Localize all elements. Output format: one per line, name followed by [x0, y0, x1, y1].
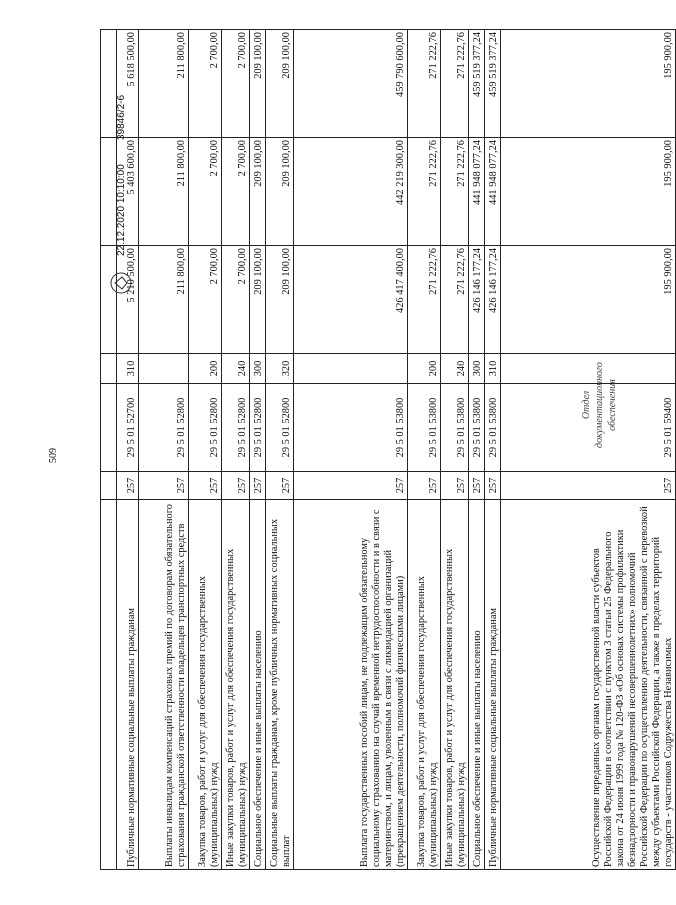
ministry-code-cell: 257	[485, 472, 501, 500]
amount-year2-cell: 195 900,00	[501, 138, 676, 246]
department-stamp	[580, 360, 624, 450]
row-name-cell: Выплаты инвалидам компенсаций страховых премий по договорам обязательного страхования гражданской ответственности владельцев транспортных средств	[139, 500, 189, 870]
amount-year1-cell: 5 210 500,00	[117, 246, 139, 354]
ministry-code-cell	[101, 472, 117, 500]
table-row	[469, 30, 485, 870]
table-row	[189, 30, 222, 870]
amount-year2-cell: 271 222,76	[441, 138, 469, 246]
expense-type-cell	[294, 354, 408, 384]
amount-year1-cell: 211 800,00	[139, 246, 189, 354]
ministry-code-cell: 257	[250, 472, 266, 500]
target-article-cell: 29 5 01 52800	[139, 384, 189, 472]
footer	[100, 0, 140, 300]
amount-year2-cell: 442 219 300,00	[294, 138, 408, 246]
amount-year2-cell: 2 700,00	[189, 138, 222, 246]
table-row	[222, 30, 250, 870]
amount-year3-cell: 211 800,00	[139, 30, 189, 138]
expense-type-cell	[101, 354, 117, 384]
page-number: 509	[48, 448, 59, 463]
row-name-cell: Закупка товаров, работ и услуг для обеспечения государственных (муниципальных) нужд	[408, 500, 441, 870]
table-row	[294, 30, 408, 870]
amount-year1-cell: 271 222,76	[441, 246, 469, 354]
row-name-cell: Иные закупки товаров, работ и услуг для обеспечения государственных (муниципальных) нужд	[222, 500, 250, 870]
ministry-code-cell: 257	[294, 472, 408, 500]
amount-year3-cell: 2 700,00	[222, 30, 250, 138]
emblem-icon	[108, 270, 134, 296]
amount-year3-cell: 459 790 600,00	[294, 30, 408, 138]
amount-year1-cell: 209 100,00	[266, 246, 294, 354]
amount-year3-cell: 271 222,76	[441, 30, 469, 138]
target-article-cell: 29 5 01 52800	[250, 384, 266, 472]
target-article-cell: 29 5 01 52700	[117, 384, 139, 472]
ministry-code-cell: 257	[441, 472, 469, 500]
ministry-code-cell: 257	[117, 472, 139, 500]
expense-type-cell: 310	[117, 354, 139, 384]
row-name-cell: Выплата государственных пособий лицам, не подлежащим обязательному социальному страхованию на случай временной нетрудоспособности и в связи с материнством, и лицам, уволенным в связи с ликвидацией организаций (прекращением деятельности, полномочий физическими лицами)	[294, 500, 408, 870]
table-row	[441, 30, 469, 870]
target-article-cell: 29 5 01 53800	[485, 384, 501, 472]
target-article-cell: 29 5 01 52800	[189, 384, 222, 472]
expense-type-cell: 300	[250, 354, 266, 384]
ministry-code-cell: 257	[501, 472, 676, 500]
amount-year2-cell: 211 800,00	[139, 138, 189, 246]
expense-type-cell: 200	[189, 354, 222, 384]
target-article-cell: 29 5 01 52800	[222, 384, 250, 472]
expense-type-cell: 310	[485, 354, 501, 384]
table-row	[250, 30, 266, 870]
target-article-cell	[101, 384, 117, 472]
amount-year2-cell: 5 403 600,00	[117, 138, 139, 246]
amount-year2-cell: 271 222,76	[408, 138, 441, 246]
table-row	[408, 30, 441, 870]
target-article-cell: 29 5 01 53800	[294, 384, 408, 472]
ministry-code-cell: 257	[189, 472, 222, 500]
amount-year1-cell: 426 146 177,24	[485, 246, 501, 354]
row-name-cell: Осуществление переданных органам государственной власти субъектов Российской Федерации в соответствии с пунктом 3 статьи 25 Федерального закона от 24 июня 1999 года № 120-ФЗ «Об основах системы профилактики безнадзорности и правонарушений несовершеннолетних» полномочий Российской Федерации по осуществлению деятельности, связанной с перевозкой между субъектами Российской Федерации, а также в пределах территорий государств - участников Содружества Независимых	[501, 500, 676, 870]
row-name-cell: Социальное обеспечение и иные выплаты населению	[250, 500, 266, 870]
row-name-cell: Закупка товаров, работ и услуг для обеспечения государственных (муниципальных) нужд	[189, 500, 222, 870]
table-row	[485, 30, 501, 870]
expense-type-cell	[139, 354, 189, 384]
amount-year3-cell: 209 100,00	[250, 30, 266, 138]
ministry-code-cell: 257	[408, 472, 441, 500]
expense-type-cell: 300	[469, 354, 485, 384]
row-name-cell: Иные закупки товаров, работ и услуг для обеспечения государственных (муниципальных) нужд	[441, 500, 469, 870]
target-article-cell: 29 5 01 59400	[501, 384, 676, 472]
expense-type-cell: 240	[441, 354, 469, 384]
target-article-cell: 29 5 01 53800	[441, 384, 469, 472]
row-name-cell: Публичные нормативные социальные выплаты гражданам	[117, 500, 139, 870]
stamp-line-2: обеспечения	[607, 379, 618, 431]
expense-type-cell: 240	[222, 354, 250, 384]
target-article-cell: 29 5 01 53800	[469, 384, 485, 472]
ministry-code-cell: 257	[222, 472, 250, 500]
target-article-cell: 29 5 01 53800	[408, 384, 441, 472]
amount-year3-cell: 459 519 377,24	[485, 30, 501, 138]
amount-year2-cell: 2 700,00	[222, 138, 250, 246]
amount-year2-cell: 209 100,00	[250, 138, 266, 246]
ministry-code-cell: 257	[266, 472, 294, 500]
table-row	[266, 30, 294, 870]
row-name-cell: Социальные выплаты гражданам, кроме публичных нормативных социальных выплат	[266, 500, 294, 870]
amount-year3-cell: 5 618 500,00	[117, 30, 139, 138]
row-name-cell: Публичные нормативные социальные выплаты гражданам	[485, 500, 501, 870]
amount-year1-cell: 426 146 177,24	[469, 246, 485, 354]
amount-year3-cell: 459 519 377,24	[469, 30, 485, 138]
amount-year2-cell: 441 948 077,24	[469, 138, 485, 246]
amount-year3-cell: 2 700,00	[189, 30, 222, 138]
amount-year3-cell: 271 222,76	[408, 30, 441, 138]
footer-doc-number: 39846/2-6	[116, 94, 127, 140]
row-name-cell: Социальное обеспечение и иные выплаты населению	[469, 500, 485, 870]
expense-type-cell: 200	[408, 354, 441, 384]
stamp-line-1: Отдел документационного	[581, 362, 605, 448]
target-article-cell: 29 5 01 52800	[266, 384, 294, 472]
amount-year1-cell: 2 700,00	[222, 246, 250, 354]
table-row	[139, 30, 189, 870]
amount-year1-cell: 271 222,76	[408, 246, 441, 354]
amount-year1-cell: 195 900,00	[501, 246, 676, 354]
amount-year3-cell: 195 900,00	[501, 30, 676, 138]
ministry-code-cell: 257	[139, 472, 189, 500]
amount-year2-cell: 441 948 077,24	[485, 138, 501, 246]
expense-type-cell: 320	[266, 354, 294, 384]
ministry-code-cell: 257	[469, 472, 485, 500]
row-name-cell	[101, 500, 117, 870]
amount-year1-cell: 2 700,00	[189, 246, 222, 354]
amount-year1-cell: 209 100,00	[250, 246, 266, 354]
footer-timestamp: 22.12.2020 10:10:00	[116, 164, 127, 256]
amount-year3-cell: 209 100,00	[266, 30, 294, 138]
amount-year1-cell: 426 417 400,00	[294, 246, 408, 354]
amount-year2-cell: 209 100,00	[266, 138, 294, 246]
